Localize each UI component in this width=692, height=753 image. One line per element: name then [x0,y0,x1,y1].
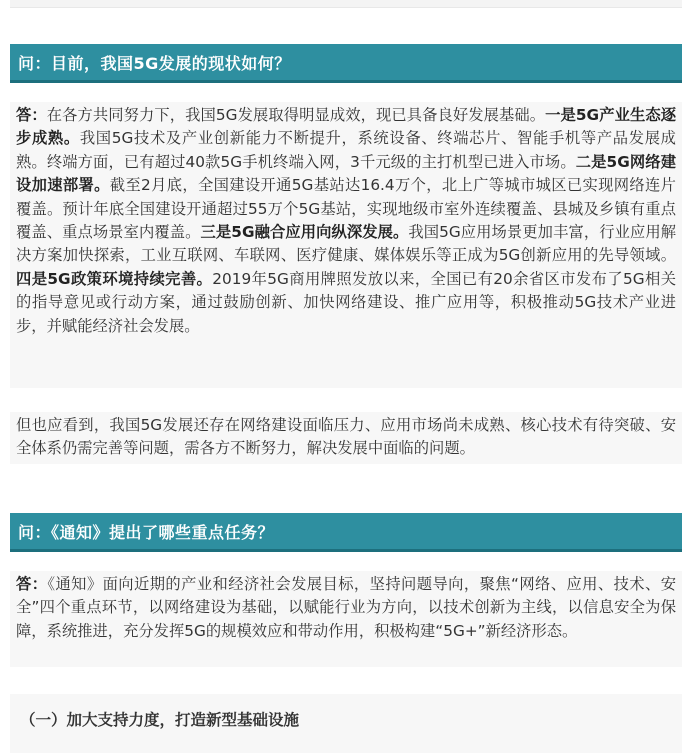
point-1-heading: 一是5G产业生态逐步成熟。 [16,106,677,148]
point-4-heading: 四是5G政策环境持续完善。 [16,269,213,288]
answer-2-text: 《通知》面向近期的产业和经济社会发展目标，坚持问题导向，聚焦“网络、应用、技术、安全”四个重点环节，以网络建设为基础，以赋能行业为方向，以技术创新为主线，以信息安全为保障，系统推进，充分发挥5G的规模效应和带动作用，积极构建“5G+”新经济形态。 [16,575,676,640]
point-2-heading: 二是5G网络建设加速部署。 [16,152,676,195]
previous-section-strip [10,0,682,8]
answer-1-text-1: 在各方共同努力下，我国5G发展取得明显成效，现已具备良好发展基础。 [46,106,546,124]
point-3-heading: 三是5G融合应用向纵深发展。 [200,223,409,242]
question-2-title: 问：《通知》提出了哪些重点任务？ [18,522,275,542]
answer-1-paragraph-2 [10,412,682,464]
answer-1-text-4: 我国5G应用场景更加丰富，行业应用解决方案加快探索，工业互联网、车联网、医疗健康、媒体娱乐等正成为5G创新应用的先导领域。 [16,223,677,265]
subsection-heading-text: （一）加大支持力度，打造新型基础设施 [20,711,300,729]
answer-2-paragraph [10,571,682,667]
answer-1-text-3: 截至2月底，全国建设开通5G基站达16.4万个，北上广等城市城区已实现网络连片覆盖。预计年底全国建设开通超过55万个5G基站，实现地级市室外连续覆盖、县城及乡镇有重点覆盖、重点场景室内覆盖。 [16,176,676,242]
question-1-header [10,44,682,83]
answer-1-paragraph [10,102,682,388]
question-2-header [10,513,682,552]
answer-1-text-2: 我国5G技术及产业创新能力不断提升，系统设备、终端芯片、智能手机等产品发展成熟。终端方面，已有超过40款5G手机终端入网，3千元级的主打机型已进入市场。 [16,129,676,171]
answer-1-challenges-text: 但也应看到，我国5G发展还存在网络建设面临压力、应用市场尚未成熟、核心技术有待突破、安全体系仍需完善等问题，需各方不断努力，解决发展中面临的问题。 [16,416,676,458]
answer-1-text-5: 2019年5G商用牌照发放以来，全国已有20余省区市发布了5G相关的指导意见或行动方案，通过鼓励创新、加快网络建设、推广应用等，积极推动5G技术产业进步，并赋能经济社会发展。 [16,269,676,335]
question-1-title: 问：目前，我国5G发展的现状如何？ [18,53,291,73]
answer-2-label: 答： [16,575,48,593]
answer-1-label: 答： [16,106,47,124]
subsection-heading [10,694,682,753]
